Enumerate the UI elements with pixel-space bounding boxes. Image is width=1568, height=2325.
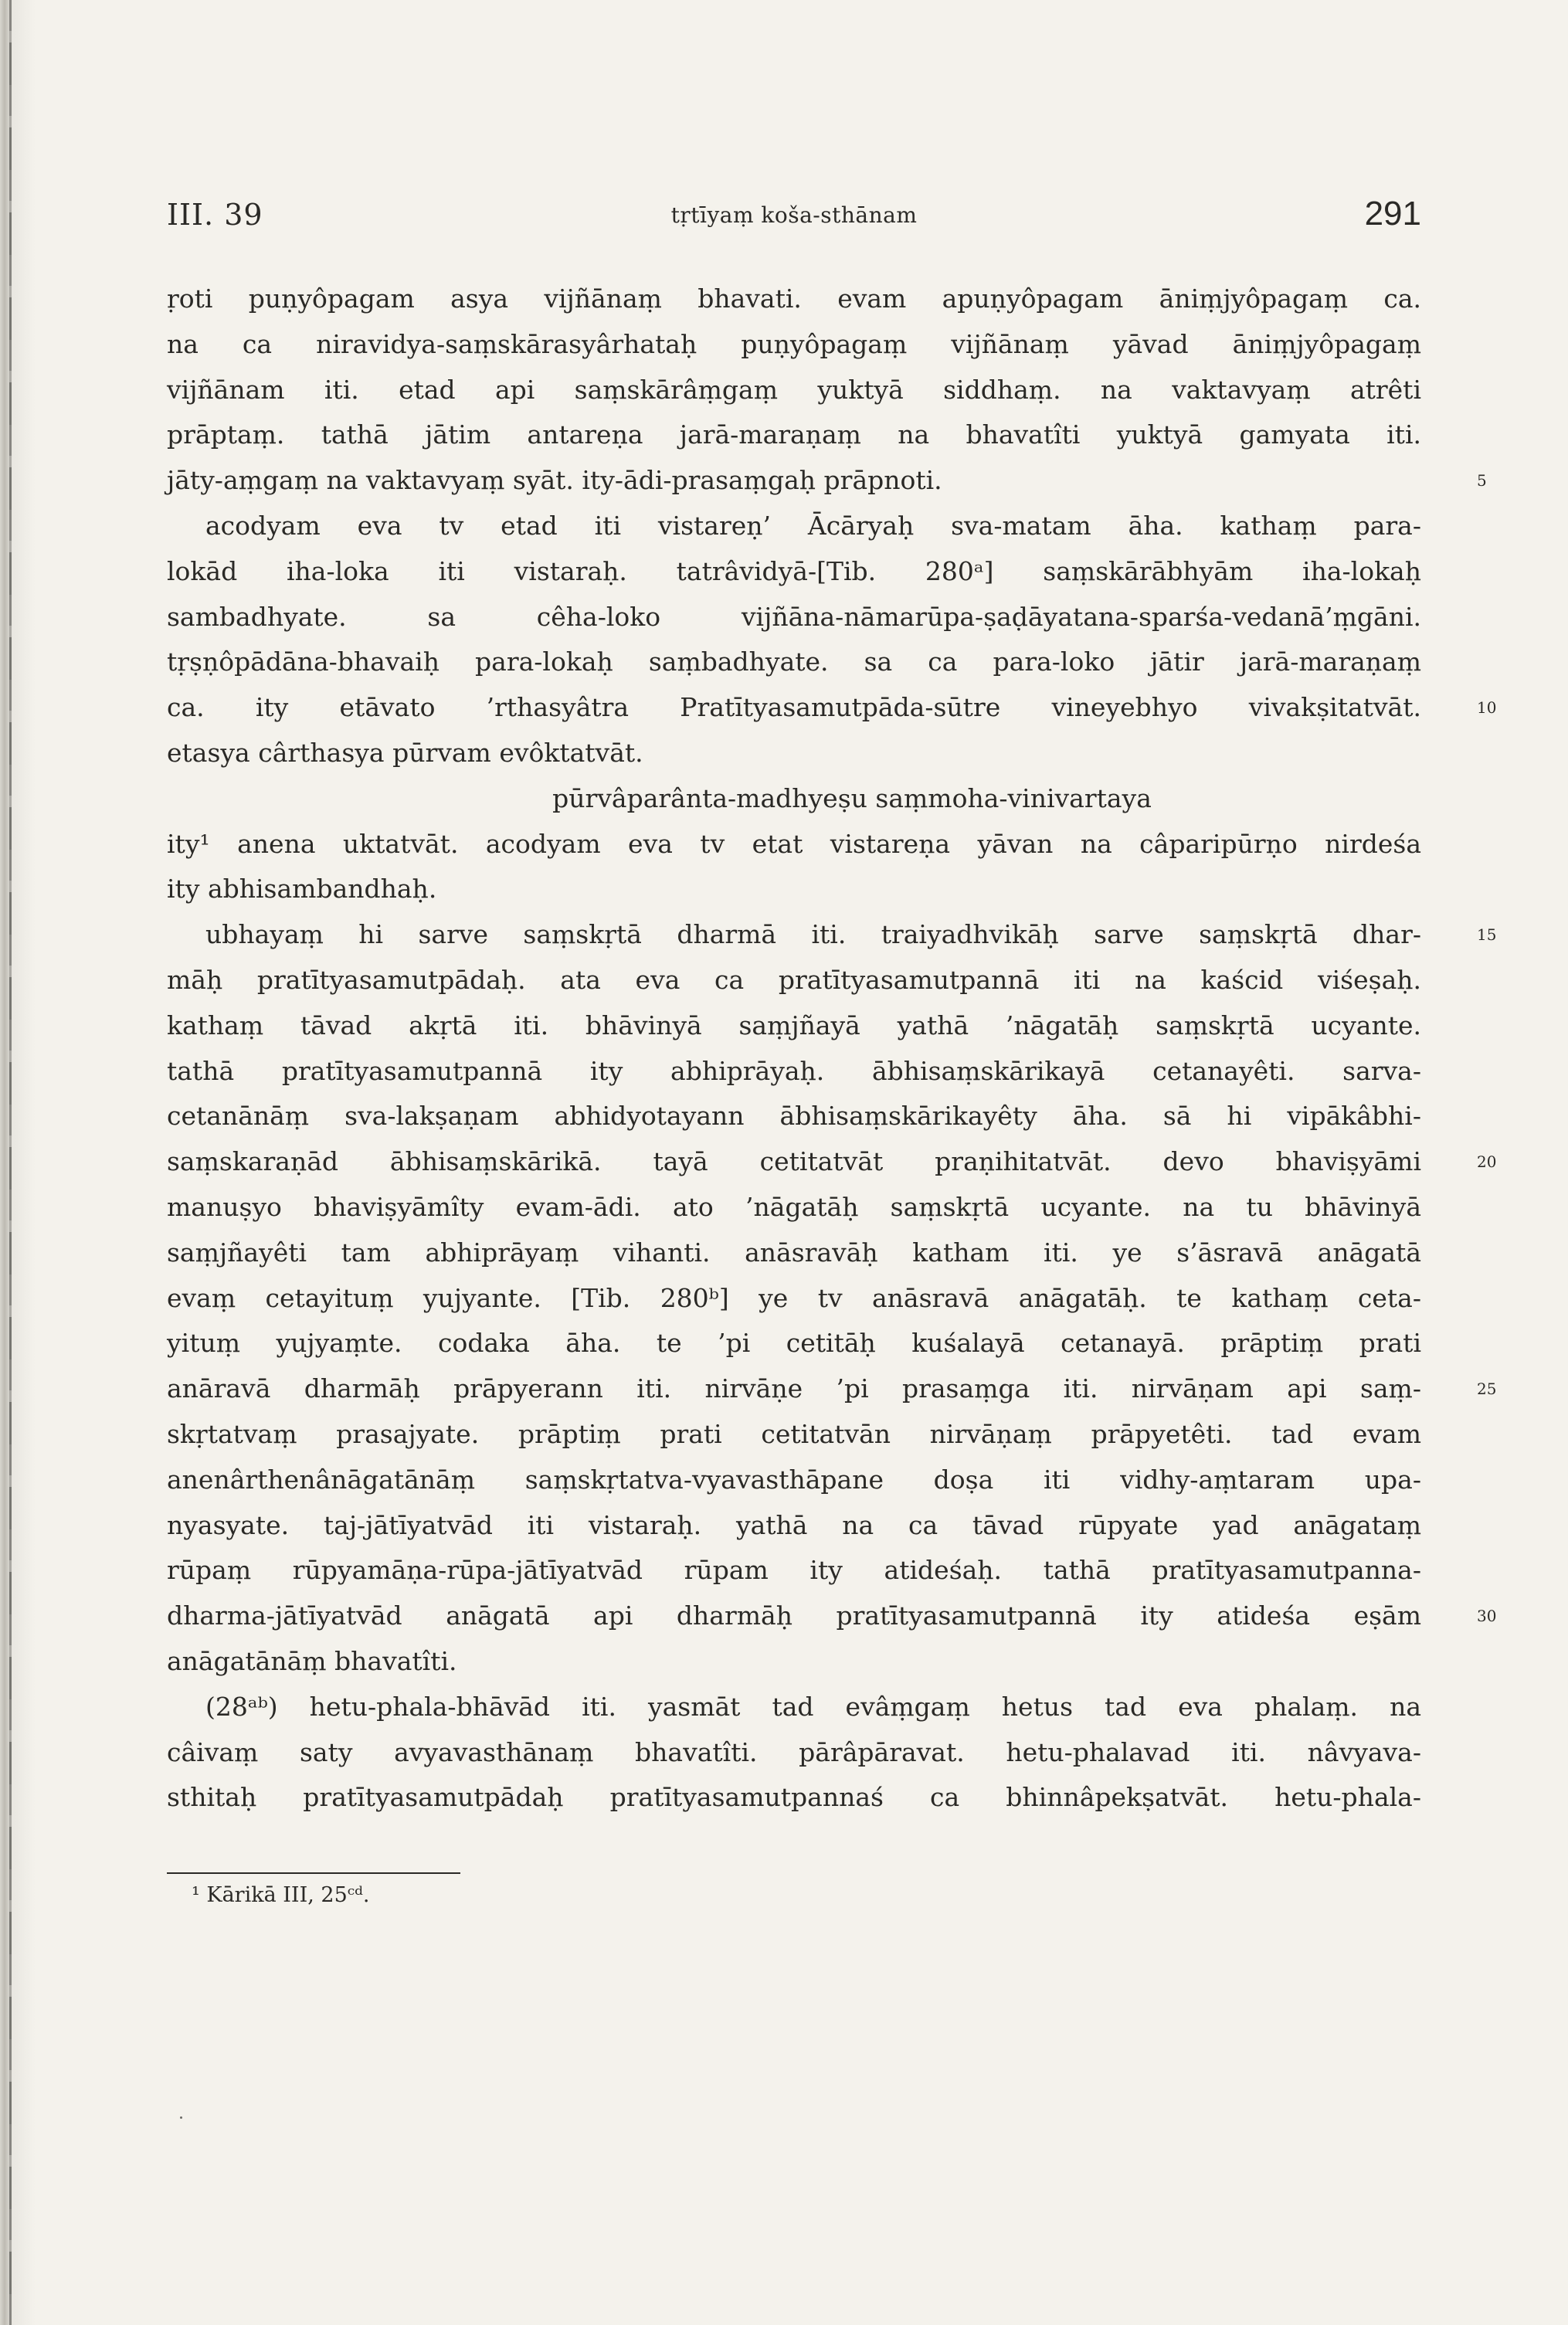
- text-line: [167, 1503, 1421, 1549]
- text-line: [167, 1594, 1497, 1639]
- line-number: 15: [1477, 925, 1497, 945]
- line-text: tathā pratītyasamutpannā ity abhiprāyaḥ. ābhisaṃskārikayā cetanayêti. sarva-: [167, 1055, 1421, 1086]
- text-line: [167, 640, 1421, 685]
- line-text: saṃskaraṇād ābhisaṃskārikā. tayā cetitatvāt praṇihitatvāt. devo bhaviṣyāmi: [167, 1146, 1421, 1177]
- text-line: [167, 1412, 1421, 1458]
- line-text: ṛoti puṇyôpagam asya vijñānaṃ bhavati. evam apuṇyôpagam āniṃjyôpagaṃ ca.: [167, 283, 1421, 314]
- line-text: nyasyate. taj-jātīyatvād iti vistaraḥ. yathā na ca tāvad rūpyate yad anāgataṃ: [167, 1509, 1421, 1540]
- line-number: 25: [1477, 1380, 1497, 1399]
- line-number: 5: [1477, 471, 1487, 490]
- text-line: [167, 549, 1421, 595]
- line-text: anāravā dharmāḥ prāpyerann iti. nirvāṇe ’pi prasaṃga iti. nirvāṇam api saṃ-: [167, 1373, 1421, 1404]
- text-line: [167, 1139, 1497, 1185]
- text-line: [167, 822, 1421, 867]
- text-line: [167, 1094, 1421, 1139]
- text-line: [167, 1230, 1421, 1276]
- text-line: [167, 368, 1421, 413]
- text-line: [167, 912, 1497, 958]
- line-text: na ca niravidya-saṃskārasyârhataḥ puṇyôpagaṃ vijñānaṃ yāvad āniṃjyôpagaṃ: [167, 328, 1421, 359]
- line-text: sthitaḥ pratītyasamutpādaḥ pratītyasamutpannaś ca bhinnâpekṣatvāt. hetu-phala-: [167, 1782, 1421, 1813]
- book-spine-shadow: [0, 0, 36, 2325]
- line-text: jāty-aṃgaṃ na vaktavyaṃ syāt. ity-ādi-prasaṃgaḥ prāpnoti.: [167, 465, 942, 496]
- text-line: [167, 1458, 1421, 1503]
- line-text: māḥ pratītyasamutpādaḥ. ata eva ca pratītyasamutpannā iti na kaścid viśeṣaḥ.: [167, 964, 1421, 995]
- line-text: anenârthenânāgatānāṃ saṃskṛtatva-vyavasthāpane doṣa iti vidhy-aṃtaram upa-: [167, 1464, 1421, 1495]
- text-line: [167, 1685, 1421, 1730]
- line-text: kathaṃ tāvad akṛtā iti. bhāvinyā saṃjñayā yathā ’nāgatāḥ saṃskṛtā ucyante.: [167, 1010, 1421, 1040]
- line-text: pūrvâparânta-madhyeṣu saṃmoha-vinivartaya: [552, 782, 1152, 813]
- line-text: ity¹ anena uktatvāt. acodyam eva tv etat vistareṇa yāvan na câparipūrṇo nirdeśa: [167, 828, 1421, 859]
- text-line: [167, 1639, 1421, 1685]
- text-line: [167, 458, 1487, 504]
- text-line: [167, 731, 1421, 776]
- line-text: ubhayaṃ hi sarve saṃskṛtā dharmā iti. traiyadhvikāḥ sarve saṃskṛtā dhar-: [205, 919, 1421, 950]
- line-text: câivaṃ saty avyavasthānaṃ bhavatîti. pārâpāravat. hetu-phalavad iti. nâvyava-: [167, 1736, 1421, 1767]
- text-line: [167, 685, 1497, 731]
- text-line: [167, 1049, 1421, 1095]
- line-text: dharma-jātīyatvād anāgatā api dharmāḥ pratītyasamutpannā ity atideśa eṣām: [167, 1600, 1421, 1631]
- line-text: saṃjñayêti tam abhiprāyaṃ vihanti. anāsravāḥ katham iti. ye s’āsravā anāgatā: [167, 1237, 1421, 1268]
- chapter-verse-ref: III. 39: [167, 198, 263, 232]
- line-text: evaṃ cetayituṃ yujyante. [Tib. 280ᵇ] ye tv anāsravā anāgatāḥ. te kathaṃ ceta-: [167, 1282, 1421, 1313]
- line-text: anāgatānāṃ bhavatîti.: [167, 1645, 457, 1676]
- line-text: ity abhisambandhaḥ.: [167, 874, 437, 905]
- text-line: [167, 1003, 1421, 1049]
- line-text: rūpaṃ rūpyamāṇa-rūpa-jātīyatvād rūpam ity atideśaḥ. tathā pratītyasamutpanna-: [167, 1555, 1421, 1586]
- main-text: [167, 277, 1497, 1821]
- line-text: cetanānāṃ sva-lakṣaṇam abhidyotayann ābhisaṃskārikayêty āha. sā hi vipākâbhi-: [167, 1101, 1421, 1132]
- line-text: ca. ity etāvato ’rthasyâtra Pratītyasamutpāda-sūtre vineyebhyo vivakṣitatvāt.: [167, 692, 1421, 723]
- line-text: yituṃ yujyaṃte. codaka āha. te ’pi cetitāḥ kuśalayā cetanayā. prāptiṃ prati: [167, 1328, 1421, 1359]
- paper-speck: [180, 2116, 182, 2119]
- text-line: [167, 1321, 1421, 1366]
- running-title: tṛtīyaṃ koša-sthānam: [670, 202, 918, 228]
- line-text: sambadhyate. sa cêha-loko vijñāna-nāmarūpa-ṣaḍāyatana-sparśa-vedanā’ṃgāni.: [167, 601, 1421, 632]
- line-text: vijñānam iti. etad api saṃskārâṃgaṃ yuktyā siddhaṃ. na vaktavyaṃ atrêti: [167, 374, 1421, 405]
- footnote-rule: [167, 1872, 460, 1874]
- binding-edge: [9, 0, 12, 2325]
- text-line: [167, 1366, 1497, 1412]
- text-line: [167, 504, 1421, 549]
- page-number: 291: [1364, 195, 1421, 232]
- text-line: [167, 277, 1421, 322]
- line-text: skṛtatvaṃ prasajyate. prāptiṃ prati cetitatvān nirvāṇaṃ prāpyetêti. tad evam: [167, 1418, 1421, 1449]
- line-text: prāptaṃ. tathā jātim antareṇa jarā-maraṇaṃ na bhavatîti yuktyā gamyata iti.: [167, 419, 1421, 450]
- text-line: [167, 322, 1421, 368]
- line-number: 30: [1477, 1607, 1497, 1626]
- line-number: 20: [1477, 1152, 1497, 1172]
- text-line: [167, 1548, 1421, 1594]
- line-text: (28ᵃᵇ) hetu-phala-bhāvād iti. yasmāt tad evâṃgaṃ hetus tad eva phalaṃ. na: [205, 1691, 1421, 1722]
- line-text: acodyam eva tv etad iti vistareṇ’ Ācāryaḥ sva-matam āha. kathaṃ para-: [205, 510, 1421, 541]
- text-line: [167, 1775, 1421, 1821]
- footnote: ¹ Kārikā III, 25ᶜᵈ.: [192, 1883, 370, 1907]
- line-text: lokād iha-loka iti vistaraḥ. tatrâvidyā-[Tib. 280ᵃ] saṃskārābhyām iha-lokaḥ: [167, 555, 1421, 586]
- text-line: [167, 776, 1421, 822]
- text-line: [167, 1730, 1421, 1776]
- text-line: [167, 412, 1421, 458]
- text-line: [167, 867, 1421, 912]
- text-line: [167, 1185, 1421, 1230]
- text-line: [167, 1276, 1421, 1322]
- line-number: 10: [1477, 698, 1497, 718]
- text-line: [167, 595, 1421, 640]
- line-text: tṛṣṇôpādāna-bhavaiḥ para-lokaḥ saṃbadhyate. sa ca para-loko jātir jarā-maraṇaṃ: [167, 647, 1421, 677]
- text-line: [167, 958, 1421, 1003]
- line-text: manuṣyo bhaviṣyāmîty evam-ādi. ato ’nāgatāḥ saṃskṛtā ucyante. na tu bhāvinyā: [167, 1191, 1421, 1222]
- line-text: etasya cârthasya pūrvam evôktatvāt.: [167, 737, 643, 768]
- page-header: [167, 195, 1421, 244]
